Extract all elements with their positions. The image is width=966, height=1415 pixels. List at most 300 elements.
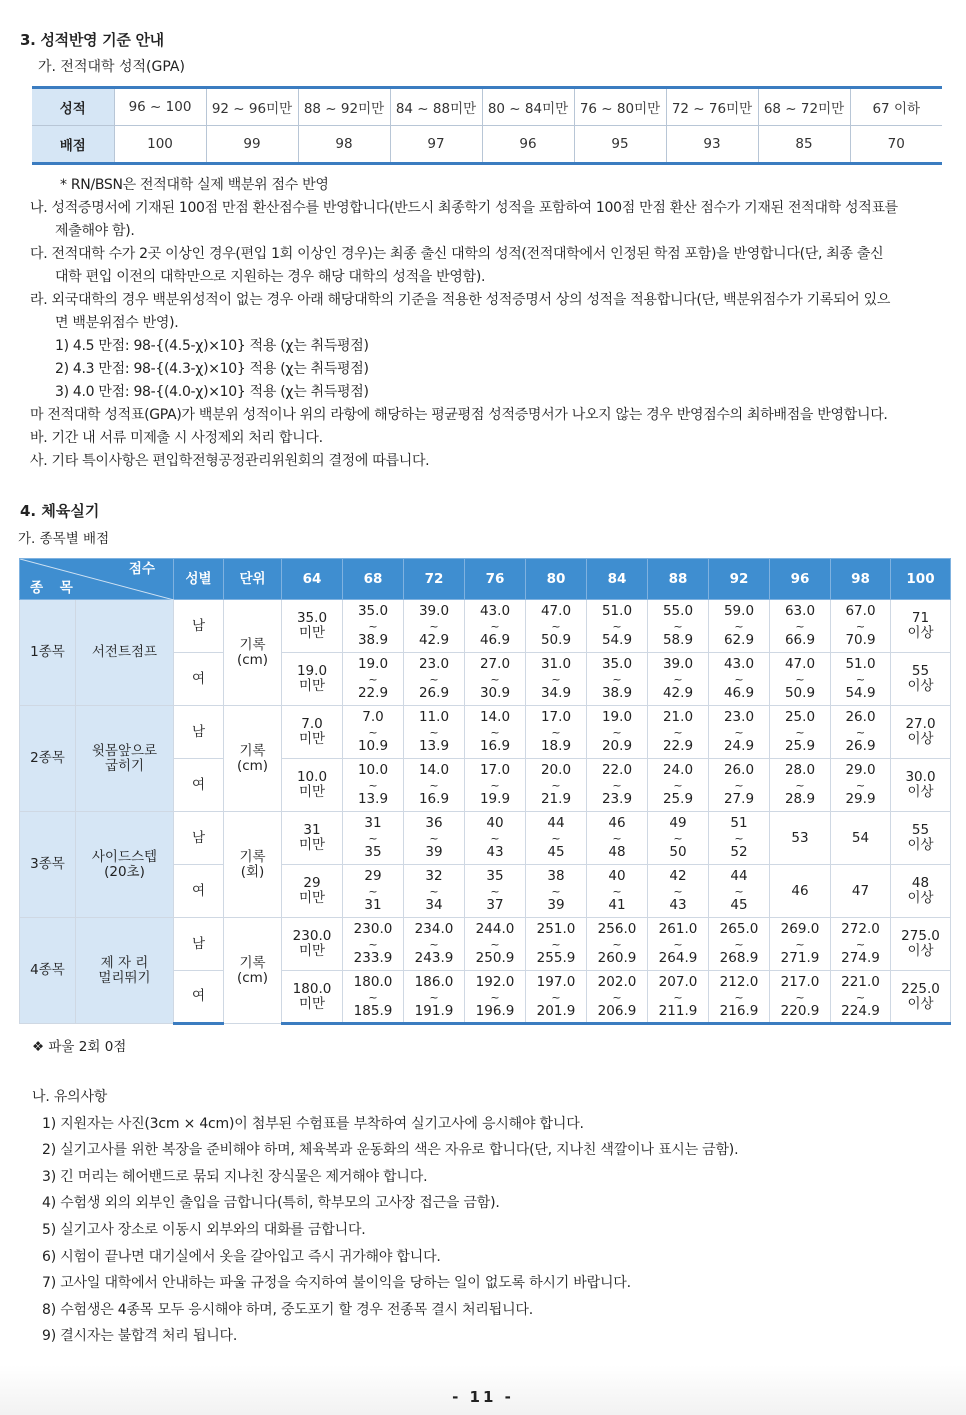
range-tilde: ~ bbox=[673, 990, 683, 1004]
range-from: 256.0 bbox=[597, 921, 637, 937]
range-cell bbox=[343, 865, 404, 918]
range-to: 41 bbox=[608, 897, 626, 913]
range-to: 38.9 bbox=[357, 632, 389, 648]
range-cell bbox=[831, 706, 891, 759]
event-name: 서전트점프 bbox=[76, 600, 174, 706]
range-tilde: ~ bbox=[734, 938, 744, 951]
range-from: 14.0 bbox=[479, 709, 511, 725]
range-cell bbox=[404, 918, 465, 971]
note-line: 사. 기타 특이사항은 편입학전형공정관리위원회의 결정에 따릅니다. bbox=[30, 453, 430, 469]
range-to: 30.9 bbox=[479, 685, 511, 701]
range bbox=[770, 764, 830, 806]
range-to: 243.9 bbox=[414, 950, 454, 966]
range-to: 25.9 bbox=[662, 791, 694, 807]
note-line: 바. 기간 내 서류 미제출 시 사정제외 처리 합니다. bbox=[30, 430, 323, 446]
range-from: 180.0 bbox=[353, 973, 393, 990]
range-from: 212.0 bbox=[719, 973, 759, 990]
range bbox=[770, 658, 830, 700]
precaution-item: 4) 수험생 외의 외부인 출입을 금합니다(특히, 학부모의 고사장 접근을 금함). bbox=[42, 1195, 500, 1212]
range-cell bbox=[709, 759, 770, 812]
precaution-item: 5) 실기고사 장소로 이동시 외부와의 대화를 금합니다. bbox=[42, 1221, 366, 1238]
gpa-score-row bbox=[32, 126, 942, 164]
range-cell bbox=[526, 812, 587, 865]
gpa-score-cell: 85 bbox=[758, 126, 850, 164]
range-to: 34 bbox=[425, 897, 443, 913]
range-to: 10.9 bbox=[357, 738, 389, 754]
range bbox=[343, 605, 403, 647]
range-single: 54 bbox=[851, 829, 870, 846]
range-to: 66.9 bbox=[784, 632, 816, 648]
range-tilde: ~ bbox=[429, 779, 439, 792]
unit-cell: 기록 (회) bbox=[224, 812, 282, 918]
range bbox=[709, 711, 769, 753]
range-cell bbox=[587, 865, 648, 918]
point-header: 64 bbox=[282, 559, 343, 600]
range-tilde: ~ bbox=[795, 938, 805, 951]
range-tilde: ~ bbox=[734, 673, 744, 686]
range bbox=[709, 870, 769, 912]
range-to: 35 bbox=[364, 844, 382, 860]
range-to: 46.9 bbox=[479, 632, 511, 648]
range-cell bbox=[343, 706, 404, 759]
precautions-title: 나. 유의사항 bbox=[32, 1089, 108, 1105]
range bbox=[770, 711, 830, 753]
range-to: 13.9 bbox=[357, 791, 389, 807]
gender-cell: 여 bbox=[174, 971, 224, 1024]
score-100-cell: 225.0 이상 bbox=[891, 971, 951, 1024]
range-from: 51 bbox=[730, 815, 748, 831]
range bbox=[709, 923, 769, 965]
range bbox=[404, 764, 464, 806]
range-cell bbox=[587, 706, 648, 759]
range-tilde: ~ bbox=[551, 990, 561, 1004]
range-from: 20.0 bbox=[540, 762, 572, 778]
point-header: 92 bbox=[709, 559, 770, 600]
range-to: 250.9 bbox=[475, 950, 515, 966]
range-tilde: ~ bbox=[368, 990, 378, 1004]
range-to: 24.9 bbox=[723, 738, 755, 754]
gpa-notes bbox=[30, 174, 955, 473]
range-to: 50 bbox=[669, 844, 687, 860]
note-line: 라. 외국대학의 경우 백분위성적이 없는 경우 아래 해당대학의 기준을 적용한 성적증명서 상의 성적을 적용합니다(단, 백분위점수가 기록되어 있으 bbox=[30, 292, 891, 308]
range-from: 43.0 bbox=[479, 603, 511, 619]
range bbox=[526, 923, 586, 965]
range-to: 268.9 bbox=[719, 950, 759, 966]
range bbox=[526, 711, 586, 753]
range bbox=[404, 923, 464, 965]
range-from: 244.0 bbox=[475, 921, 515, 937]
range-to: 42.9 bbox=[662, 685, 694, 701]
event-name: 제 자 리 멀리뛰기 bbox=[76, 918, 174, 1024]
precaution-item: 9) 결시자는 불합격 처리 됩니다. bbox=[42, 1328, 238, 1345]
range-to: 45 bbox=[730, 897, 748, 913]
note-line: 1) 4.5 만점: 98-{(4.5-χ)×10} 적용 (χ는 취득평점) bbox=[55, 338, 369, 354]
range-from: 217.0 bbox=[780, 973, 820, 990]
score-64-cell: 19.0 미만 bbox=[282, 653, 343, 706]
precaution-item: 7) 고사일 대학에서 안내하는 파울 규정을 숙지하여 불이익을 당하는 일이 없도록 하시기 바랍니다. bbox=[42, 1275, 631, 1292]
range-cell bbox=[465, 759, 526, 812]
range-from: 23.0 bbox=[723, 709, 755, 725]
range bbox=[648, 973, 708, 1019]
range-from: 23.0 bbox=[418, 656, 450, 672]
range-tilde: ~ bbox=[855, 990, 866, 1004]
range-cell bbox=[465, 706, 526, 759]
point-header: 100 bbox=[891, 559, 951, 600]
range-tilde: ~ bbox=[490, 885, 500, 898]
gender-cell: 여 bbox=[174, 865, 224, 918]
range-to: 21.9 bbox=[540, 791, 572, 807]
range-cell bbox=[709, 918, 770, 971]
range-tilde: ~ bbox=[855, 620, 866, 633]
range-cell bbox=[709, 706, 770, 759]
event-name: 윗몸앞으로 굽히기 bbox=[76, 706, 174, 812]
range-cell bbox=[526, 971, 587, 1024]
range-tilde: ~ bbox=[734, 990, 744, 1004]
foul-note: ❖ 파울 2회 0점 bbox=[32, 1039, 127, 1055]
range-from: 192.0 bbox=[475, 973, 515, 990]
range bbox=[648, 870, 708, 912]
score-100-cell: 55 이상 bbox=[891, 653, 951, 706]
range-from: 51.0 bbox=[601, 603, 633, 619]
range bbox=[770, 923, 830, 965]
range bbox=[587, 817, 647, 859]
gpa-grade-row bbox=[32, 88, 942, 126]
range bbox=[404, 658, 464, 700]
range-to: 13.9 bbox=[418, 738, 450, 754]
score-100-cell: 55 이상 bbox=[891, 812, 951, 865]
unit-cell: 기록 (cm) bbox=[224, 918, 282, 1024]
range-tilde: ~ bbox=[795, 620, 805, 633]
gender-cell: 여 bbox=[174, 653, 224, 706]
range-tilde: ~ bbox=[795, 726, 805, 739]
range bbox=[709, 973, 769, 1019]
gpa-score-cell: 100 bbox=[114, 126, 206, 164]
score-64-cell: 29 미만 bbox=[282, 865, 343, 918]
range-from: 36 bbox=[425, 815, 443, 831]
range-to: 233.9 bbox=[353, 950, 393, 966]
range-to: 31 bbox=[364, 897, 382, 913]
range-to: 23.9 bbox=[601, 791, 633, 807]
range bbox=[404, 817, 464, 859]
range-cell bbox=[770, 653, 831, 706]
range-cell bbox=[709, 971, 770, 1024]
range-cell bbox=[587, 759, 648, 812]
range-cell bbox=[587, 600, 648, 653]
range-to: 26.9 bbox=[845, 738, 876, 754]
range-cell bbox=[404, 759, 465, 812]
range-to: 260.9 bbox=[597, 950, 637, 966]
range-cell bbox=[465, 653, 526, 706]
range-tilde: ~ bbox=[673, 673, 683, 686]
range bbox=[526, 605, 586, 647]
range bbox=[404, 605, 464, 647]
range-cell bbox=[343, 600, 404, 653]
score-64-cell: 7.0 미만 bbox=[282, 706, 343, 759]
range-to: 37 bbox=[486, 897, 504, 913]
range-tilde: ~ bbox=[368, 832, 378, 845]
note-line: 마 전적대학 성적표(GPA)가 백분위 성적이나 위의 라항에 해당하는 평균평점 성적증명서가 나오지 않는 경우 반영점수의 최하배점을 반영합니다. bbox=[30, 407, 888, 423]
range-cell bbox=[648, 812, 709, 865]
range-single: 46 bbox=[791, 882, 809, 899]
page-number: - 11 - bbox=[452, 1388, 514, 1406]
range-to: 196.9 bbox=[475, 1002, 515, 1019]
precaution-item: 8) 수험생은 4종목 모두 응시해야 하며, 중도포기 할 경우 전종목 결시 처리됩니다. bbox=[42, 1301, 533, 1318]
range-cell bbox=[587, 812, 648, 865]
range-from: 7.0 bbox=[362, 709, 384, 725]
range-to: 201.9 bbox=[536, 1002, 576, 1019]
range-cell bbox=[709, 865, 770, 918]
range-from: 19.0 bbox=[601, 709, 633, 725]
gender-cell: 남 bbox=[174, 812, 224, 865]
range bbox=[831, 658, 890, 700]
range-to: 34.9 bbox=[540, 685, 572, 701]
range-tilde: ~ bbox=[734, 620, 744, 633]
range-cell bbox=[465, 918, 526, 971]
range-cell bbox=[770, 706, 831, 759]
range-tilde: ~ bbox=[429, 832, 439, 845]
range bbox=[831, 923, 890, 965]
range-cell bbox=[831, 759, 891, 812]
score-100-cell: 48 이상 bbox=[891, 865, 951, 918]
gpa-score-cell: 97 bbox=[390, 126, 482, 164]
precaution-item: 1) 지원자는 사진(3cm × 4cm)이 첨부된 수험표를 부착하여 실기고사에 응시해야 합니다. bbox=[42, 1115, 584, 1132]
range-cell bbox=[587, 918, 648, 971]
range-cell bbox=[404, 971, 465, 1024]
gpa-score-cell: 98 bbox=[298, 126, 390, 164]
range bbox=[465, 870, 525, 912]
range-from: 197.0 bbox=[536, 973, 576, 990]
range bbox=[648, 711, 708, 753]
range-from: 261.0 bbox=[658, 921, 698, 937]
range-from: 55.0 bbox=[662, 603, 694, 619]
range-to: 29.9 bbox=[845, 791, 876, 807]
range-from: 35.0 bbox=[357, 603, 389, 619]
range-from: 67.0 bbox=[845, 603, 876, 619]
note-line: * RN/BSN은 전적대학 실제 백분위 점수 반영 bbox=[60, 177, 329, 193]
range bbox=[709, 764, 769, 806]
range-cell bbox=[526, 706, 587, 759]
range bbox=[770, 973, 830, 1019]
event-label: 종 목 bbox=[30, 580, 79, 596]
range-from: 207.0 bbox=[658, 973, 698, 990]
range-tilde: ~ bbox=[490, 990, 500, 1004]
score-100-cell: 30.0 이상 bbox=[891, 759, 951, 812]
range-from: 251.0 bbox=[536, 921, 576, 937]
range-tilde: ~ bbox=[551, 832, 561, 845]
range-to: 28.9 bbox=[784, 791, 816, 807]
gpa-score-cell: 99 bbox=[206, 126, 298, 164]
range bbox=[587, 764, 647, 806]
range-cell bbox=[831, 971, 891, 1024]
range-tilde: ~ bbox=[490, 779, 500, 792]
range-tilde: ~ bbox=[612, 990, 622, 1004]
range-to: 50.9 bbox=[784, 685, 816, 701]
range bbox=[709, 605, 769, 647]
range-to: 50.9 bbox=[540, 632, 572, 648]
range-tilde: ~ bbox=[673, 620, 683, 633]
range-to: 45 bbox=[547, 844, 565, 860]
section-3-title: 3. 성적반영 기준 안내 bbox=[20, 31, 164, 49]
point-header: 80 bbox=[526, 559, 587, 600]
pe-header-row bbox=[20, 559, 951, 600]
range bbox=[587, 658, 647, 700]
range-to: 58.9 bbox=[662, 632, 694, 648]
range-cell bbox=[526, 865, 587, 918]
range bbox=[648, 923, 708, 965]
range-cell bbox=[770, 600, 831, 653]
range-single: 53 bbox=[791, 829, 809, 846]
table-row bbox=[20, 812, 951, 865]
range-cell bbox=[648, 865, 709, 918]
range bbox=[343, 817, 403, 859]
point-header: 98 bbox=[831, 559, 891, 600]
range-to: 216.9 bbox=[719, 1002, 759, 1019]
range-from: 27.0 bbox=[479, 656, 511, 672]
range-to: 206.9 bbox=[597, 1002, 637, 1019]
range-tilde: ~ bbox=[855, 673, 866, 686]
gpa-grade-cell: 80 ~ 84미만 bbox=[482, 88, 574, 126]
range-tilde: ~ bbox=[612, 620, 622, 633]
range-from: 49 bbox=[669, 815, 687, 831]
range-cell bbox=[587, 971, 648, 1024]
range-cell bbox=[831, 653, 891, 706]
range bbox=[648, 658, 708, 700]
range-to: 22.9 bbox=[662, 738, 694, 754]
range-from: 39.0 bbox=[662, 656, 694, 672]
gpa-grade-cell: 84 ~ 88미만 bbox=[390, 88, 482, 126]
grade-header: 성적 bbox=[32, 88, 114, 126]
range-from: 17.0 bbox=[540, 709, 572, 725]
range bbox=[343, 764, 403, 806]
range bbox=[526, 658, 586, 700]
range-from: 31.0 bbox=[540, 656, 572, 672]
range-cell bbox=[648, 706, 709, 759]
score-64-cell: 35.0 미만 bbox=[282, 600, 343, 653]
range-tilde: ~ bbox=[673, 779, 683, 792]
range-to: 52 bbox=[730, 844, 748, 860]
range-from: 44 bbox=[547, 815, 565, 831]
point-header: 76 bbox=[465, 559, 526, 600]
range bbox=[587, 870, 647, 912]
range-to: 16.9 bbox=[418, 791, 450, 807]
range-from: 14.0 bbox=[418, 762, 450, 778]
range-to: 220.9 bbox=[780, 1002, 820, 1019]
range bbox=[465, 658, 525, 700]
range-tilde: ~ bbox=[795, 990, 805, 1004]
range-tilde: ~ bbox=[734, 832, 744, 845]
range-tilde: ~ bbox=[368, 779, 378, 792]
gpa-grade-cell: 67 이하 bbox=[850, 88, 942, 126]
range bbox=[465, 923, 525, 965]
range bbox=[526, 817, 586, 859]
range-tilde: ~ bbox=[734, 726, 744, 739]
range-cell bbox=[526, 918, 587, 971]
range-tilde: ~ bbox=[673, 726, 683, 739]
table-row bbox=[20, 706, 951, 759]
table-row bbox=[20, 600, 951, 653]
pe-subtitle: 가. 종목별 배점 bbox=[18, 531, 110, 547]
range-tilde: ~ bbox=[490, 620, 500, 633]
gpa-grade-cell: 72 ~ 76미만 bbox=[666, 88, 758, 126]
gpa-subtitle: 가. 전적대학 성적(GPA) bbox=[38, 59, 185, 75]
gpa-score-cell: 95 bbox=[574, 126, 666, 164]
range-tilde: ~ bbox=[855, 938, 866, 951]
range-tilde: ~ bbox=[612, 673, 622, 686]
range-tilde: ~ bbox=[490, 938, 500, 951]
event-number: 1종목 bbox=[20, 600, 76, 706]
range bbox=[831, 973, 890, 1019]
gpa-score-cell: 93 bbox=[666, 126, 758, 164]
range-tilde: ~ bbox=[612, 885, 622, 898]
range-from: 43.0 bbox=[723, 656, 755, 672]
unit-cell: 기록 (cm) bbox=[224, 706, 282, 812]
range-from: 38 bbox=[547, 868, 565, 884]
range-to: 39 bbox=[425, 844, 443, 860]
range-single: 47 bbox=[851, 882, 870, 899]
range-tilde: ~ bbox=[429, 938, 439, 951]
range-tilde: ~ bbox=[855, 726, 866, 739]
range-from: 31 bbox=[364, 815, 382, 831]
range bbox=[648, 764, 708, 806]
range-from: 269.0 bbox=[780, 921, 820, 937]
range-cell bbox=[770, 812, 831, 865]
range-tilde: ~ bbox=[673, 938, 683, 951]
range-tilde: ~ bbox=[551, 779, 561, 792]
range-to: 39 bbox=[547, 897, 565, 913]
range-tilde: ~ bbox=[551, 620, 561, 633]
range-from: 40 bbox=[608, 868, 626, 884]
range-to: 22.9 bbox=[357, 685, 389, 701]
range-to: 46.9 bbox=[723, 685, 755, 701]
range-from: 29.0 bbox=[845, 762, 876, 778]
gender-cell: 여 bbox=[174, 759, 224, 812]
range-cell bbox=[465, 812, 526, 865]
event-name: 사이드스텝 (20초) bbox=[76, 812, 174, 918]
range-from: 40 bbox=[486, 815, 504, 831]
range-to: 62.9 bbox=[723, 632, 755, 648]
range-tilde: ~ bbox=[612, 832, 622, 845]
range bbox=[343, 973, 403, 1019]
diagonal-header bbox=[20, 559, 174, 600]
range-cell bbox=[709, 812, 770, 865]
range-tilde: ~ bbox=[551, 938, 561, 951]
range bbox=[465, 605, 525, 647]
range-from: 47.0 bbox=[540, 603, 572, 619]
range-from: 24.0 bbox=[662, 762, 694, 778]
range-from: 21.0 bbox=[662, 709, 694, 725]
range-to: 25.9 bbox=[784, 738, 816, 754]
range-from: 32 bbox=[425, 868, 443, 884]
range-cell bbox=[404, 600, 465, 653]
range-tilde: ~ bbox=[734, 885, 744, 898]
range-from: 39.0 bbox=[418, 603, 450, 619]
range bbox=[343, 658, 403, 700]
range-cell bbox=[404, 812, 465, 865]
range-tilde: ~ bbox=[368, 885, 378, 898]
range-to: 43 bbox=[669, 897, 687, 913]
note-line: 제출해야 함). bbox=[55, 223, 135, 239]
range-cell bbox=[343, 918, 404, 971]
gpa-grade-cell: 76 ~ 80미만 bbox=[574, 88, 666, 126]
score-100-cell: 27.0 이상 bbox=[891, 706, 951, 759]
range-from: 42 bbox=[669, 868, 687, 884]
range-to: 255.9 bbox=[536, 950, 576, 966]
range-from: 230.0 bbox=[353, 921, 393, 937]
score-100-cell: 71 이상 bbox=[891, 600, 951, 653]
range-to: 42.9 bbox=[418, 632, 450, 648]
range bbox=[526, 973, 586, 1019]
range-cell bbox=[343, 653, 404, 706]
